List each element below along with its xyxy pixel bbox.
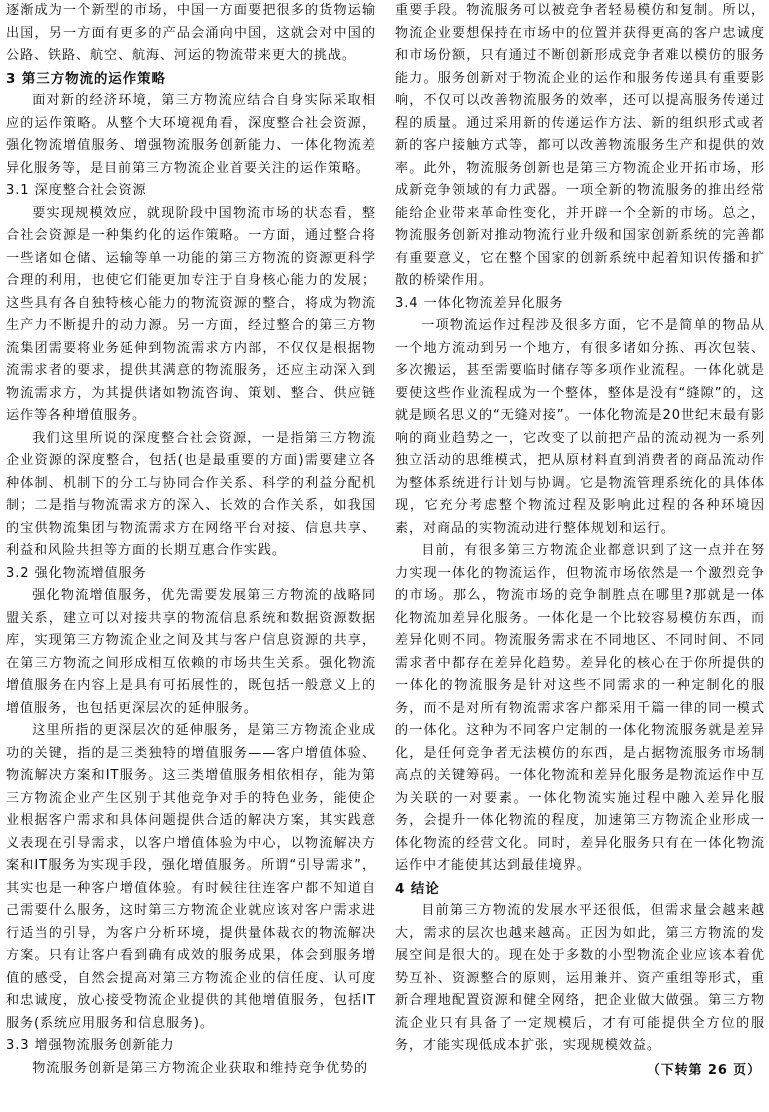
intro-paragraph: 逐渐成为一个新型的市场，中国一方面要把很多的货物运输出国，另一方面有更多的产品会涌向中国，这就会对中国的公路、铁路、航空、航海、河运的物流带来更大的挑战。	[6, 3, 376, 63]
right-column	[395, 0, 765, 1082]
left-column	[6, 0, 376, 1080]
subsection-3-4-paragraph-1: 一项物流运作过程涉及很多方面，它不是简单的物品从一个地方流动到另一个地方，有很多诸如分拣、再次包装、多次搬运，甚至需要临时储存等多项作业流程。一体化就是要使这些作业流程成为一个整体，整体是没有“缝隙”的，这就是顾名思义的“无缝对接”。一体化物流是20世纪末最有影响的商业趋势之一，它改变了以前把产品的流动视为一系列独立活动的思维模式，把从原材料直到消费者的商品流动作为整体系统进行计划与协调。它是物流管理系统化的具体体现，它充分考虑整个物流过程及影响此过程的各种环境因素，对商品的实物流动进行整体规划和运行。	[395, 318, 765, 536]
section-4-paragraph: 目前第三方物流的发展水平还很低，但需求量会越来越大，需求的层次也越来越高。正因为如此，第三方物流的发展空间是很大的。现在处于多数的小型物流企业应该本着优势互补、资源整合的原则，运用兼并、资产重组等形式，重新合理地配置资源和健全网络，把企业做大做强。第三方物流企业只有具备了一定规模后，才有可能提供全方位的服务，才能实现低成本扩张，实现规模效益。	[395, 903, 765, 1053]
subsection-3-3-paragraph-start: 物流服务创新是第三方物流企业获取和维持竞争优势的	[32, 1060, 369, 1076]
subsection-3-2-paragraph-1: 强化物流增值服务，优先需要发展第三方物流的战略同盟关系，建立可以对接共享的物流信息系统和数据资源数据库，实现第三方物流企业之间及其与客户信息资源的共享，在第三方物流之间形成相互依赖的市场共生关系。强化物流增值服务在内容上是具有可拓展性的，既包括一般意义上的增值服务，也包括更深层次的延伸服务。	[6, 588, 376, 716]
subsection-3-1-paragraph-1: 要实现规模效应，就现阶段中国物流市场的状态看，整合社会资源是一种集约化的运作策略。一方面，通过整合将一些诸如仓储、运输等单一功能的第三方物流的资源更科学合理的利用，也使它们能更加专注于自身核心能力的发展；这些具有各自独特核心能力的物流资源的整合，将成为物流生产力不断提升的动力源。另一方面，经过整合的第三方物流集团需要将业务延伸到物流需求方内部，不仅仅是根据物流需求者的要求，提供其满意的物流服务，还应主动深入到物流需求方，为其提供诸如物流咨询、策划、整合、供应链运作等各种增值服务。	[6, 205, 376, 423]
subsection-3-2-heading: 3.2 强化物流增值服务	[6, 565, 147, 581]
subsection-3-2-paragraph-2: 这里所指的更深层次的延伸服务，是第三方物流企业成功的关键，指的是三类独特的增值服务——客户增值体验、物流解决方案和IT服务。这三类增值服务相依相存，能为第三方物流企业产生区别于其他竞争对手的特色业务，能使企业根据客户需求和具体问题提供合适的解决方案，其实践意义表现在引导需求，以客户增值体验为中心，以物流解决方案和IT服务为实现手段，强化增值服务。所谓“引导需求”，其实也是一种客户增值体验。有时候往往连客户都不知道自己需要什么服务，这时第三方物流企业就应该对客户需求进行适当的引导，为客户分析环境，提供量体裁衣的物流解决方案。只有让客户看到确有成效的服务成果，体会到服务增值的感受，自然会提高对第三方物流企业的信任度、认可度和忠诚度，放心接受物流企业提供的其他增值服务，包括IT服务(系统应用服务和信息服务)。	[6, 723, 376, 1031]
section-3-heading: 3 第三方物流的运作策略	[6, 70, 166, 87]
subsection-3-3-heading: 3.3 增强物流服务创新能力	[6, 1038, 175, 1053]
subsection-3-1-paragraph-2: 我们这里所说的深度整合社会资源，一是指第三方物流企业资源的深度整合，包括(也是最重要的方面)需要建立各种体制、机制下的分工与协同合作关系、科学的利益分配机制；二是指与物流需求方的深入、长效的合作关系，如我国的宝供物流集团与物流需求方在网络平台对接、信息共享、利益和风险共担等方面的长期互惠合作实践。	[6, 430, 376, 558]
section-4-heading: 4 结论	[395, 880, 440, 897]
subsection-3-1-heading: 3.1 深度整合社会资源	[6, 183, 147, 198]
subsection-3-4-paragraph-2: 目前，有很多第三方物流企业都意识到了这一点并在努力实现一体化的物流运作，但物流市场依然是一个激烈竞争的市场。那么，物流市场的竞争制胜点在哪里?那就是一体化物流加差异化服务。一体化是一个比较容易模仿东西，而差异化则不同。物流服务需求在不同地区、不同时间、不同需求者中都存在差异化趋势。差异化的核心在于你所提供的一体化的物流服务是针对这些不同需求的一种定制化的服务，而不是对所有物流需求客户都采用千篇一律的同一模式的一体化。这种为不同客户定制的一体化物流服务就是差异化，是任何竞争者无法模仿的东西，是占据物流服务市场制高点的关键筹码。一体化物流和差异化服务是物流运作中互为关联的一对要素。一体化物流实施过程中融入差异化服务，会提升一体化物流的程度，加速第三方物流企业形成一体化物流的经营文化。同时，差异化服务只有在一体化物流运作中才能使其达到最佳境界。	[395, 543, 765, 873]
subsection-3-3-paragraph-continued: 重要手段。物流服务可以被竞争者轻易模仿和复制。所以，物流企业要想保持在市场中的位置并获得更高的客户忠诚度和市场份额，只有通过不断创新形成竞争者难以模仿的服务能力。服务创新对于物流企业的运作和服务传递具有重要影响，不仅可以改善物流服务的效率，还可以提高服务传递过程的质量。通过采用新的传递运作方法、新的组织形式或者新的客户接触方式等，都可以改善物流服务生产和提供的效率。此外，物流服务创新也是第三方物流企业开拓市场，形成新竞争领域的有力武器。一项全新的物流服务的推出经常能给企业带来革命性变化，并开辟一个全新的市场。总之，物流服务创新对推动物流行业升级和国家创新系统的完善都有重要意义，它在整个国家的创新系统中起着知识传播和扩散的桥梁作用。	[395, 3, 765, 288]
subsection-3-4-heading: 3.4 一体化物流差异化服务	[395, 295, 564, 311]
section-3-paragraph: 面对新的经济环境，第三方物流应结合自身实际采取相应的运作策略。从整个大环境视角看，深度整合社会资源，强化物流增值服务、增强物流服务创新能力、一体化物流差异化服务等，是目前第三方物流企业首要关注的运作策略。	[6, 93, 376, 176]
continuation-note: （下转第 26 页）	[646, 1062, 761, 1078]
